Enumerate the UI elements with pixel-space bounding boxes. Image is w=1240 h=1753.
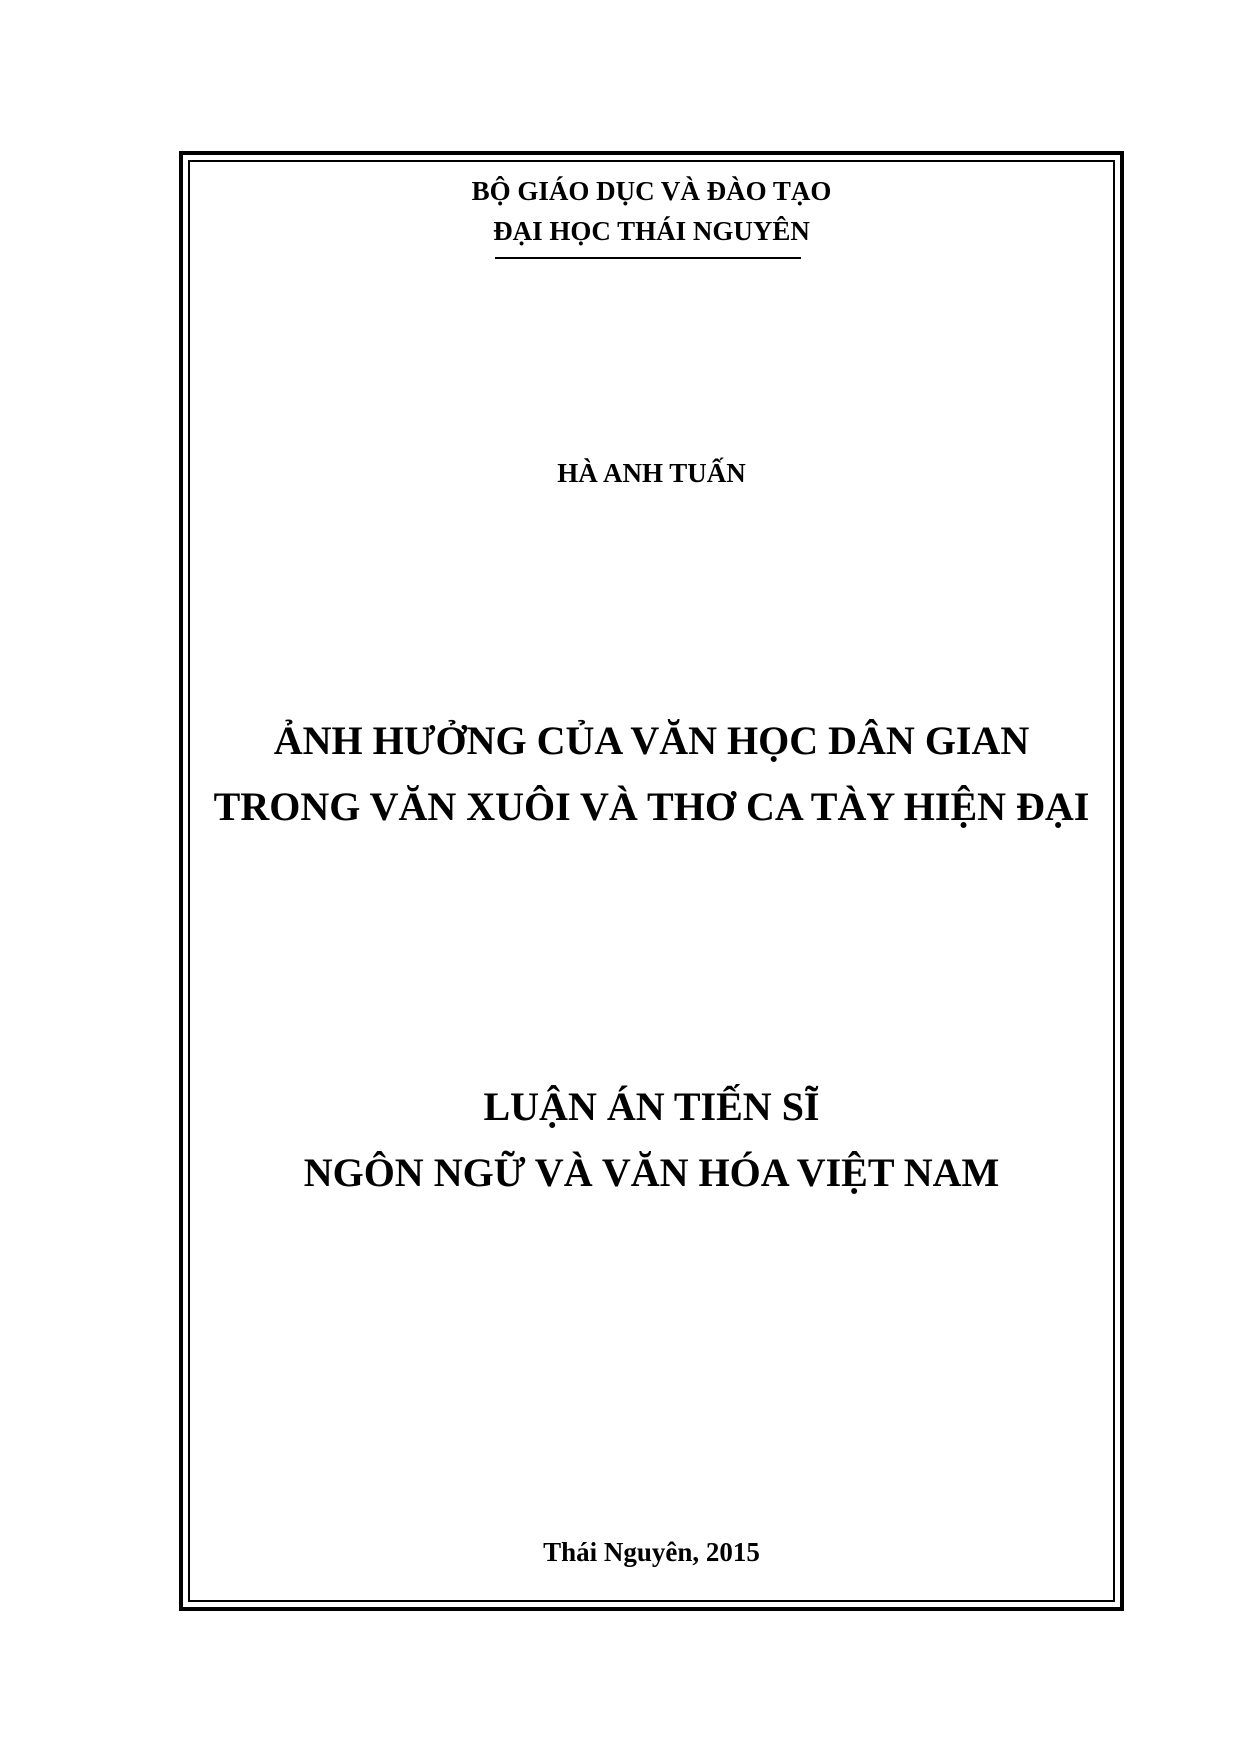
thesis-title-line-1: ẢNH HƯỞNG CỦA VĂN HỌC DÂN GIAN xyxy=(273,718,1030,763)
header-underline xyxy=(495,257,801,259)
place-and-year: Thái Nguyên, 2015 xyxy=(543,1537,760,1567)
degree-field: NGÔN NGỮ VÀ VĂN HÓA VIỆT NAM xyxy=(303,1150,1000,1195)
ministry-name: BỘ GIÁO DỤC VÀ ĐÀO TẠO xyxy=(471,176,832,206)
thesis-title-line-2: TRONG VĂN XUÔI VÀ THƠ CA TÀY HIỆN ĐẠI xyxy=(213,784,1090,829)
degree-type: LUẬN ÁN TIẾN SĨ xyxy=(483,1084,820,1129)
page-border-inner xyxy=(188,160,1115,1602)
author-name: HÀ ANH TUẤN xyxy=(557,458,746,488)
university-name: ĐẠI HỌC THÁI NGUYÊN xyxy=(493,216,810,246)
